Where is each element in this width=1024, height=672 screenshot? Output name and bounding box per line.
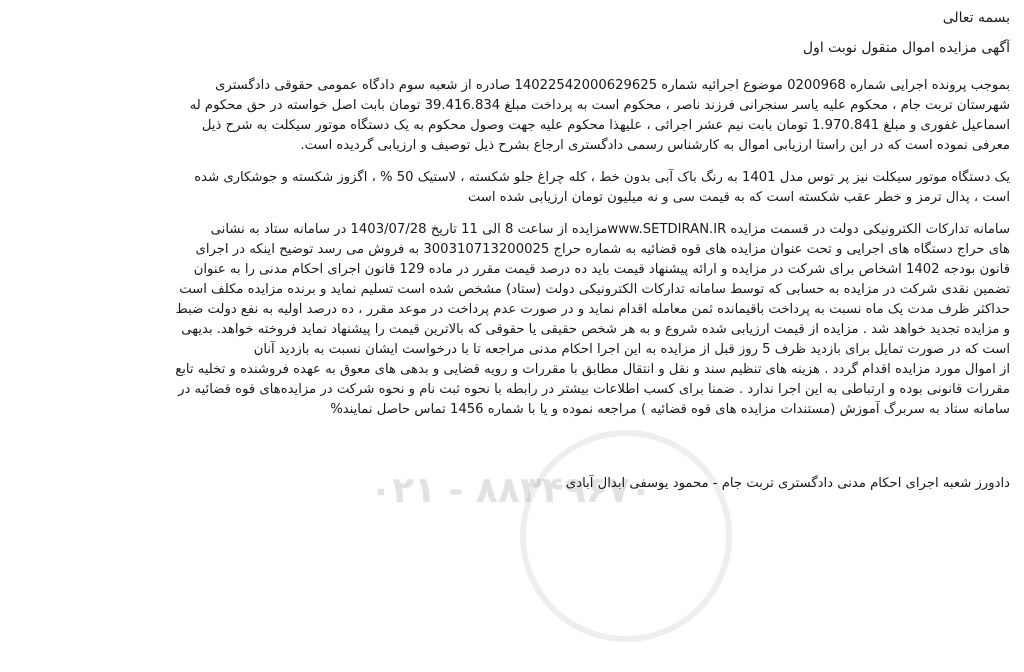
- document-title: آگهی مزایده اموال منقول نوبت اول: [802, 40, 1010, 56]
- paragraph1-line: معرفی نموده است که در این راستا ارزیابی اموال به کارشناس رسمی دادگستری ارجاع بشرح ذیل توصیف و ارزیابی گردیده است.: [300, 138, 1010, 153]
- document-greeting: بسمه تعالی: [942, 10, 1010, 26]
- paragraph3-line: قانون بودجه 1402 اشخاص برای شرکت در مزایده و ارائه پیشنهاد قیمت باید ده درصد قیمت مقرر در ماده 129 قانون اجرای احکام مدنی را به عنوان: [193, 262, 1010, 277]
- paragraph3-line: مقررات قانونی بوده و ارتباطی به این اجرا ندارد . ضمنا برای کسب اطلاعات بیشتر در رابطه با نحوه ثبت نام و نحوه شرکت در مزایده‌های قوه قضائیه در: [178, 382, 1010, 397]
- paragraph2-line: است ، پدال ترمز و خطر عقب شکسته است که به قیمت سی و نه میلیون تومان ارزیابی شده است: [467, 190, 1010, 205]
- paragraph3-line: حداکثر ظرف مدت یک ماه نسبت به پرداخت باقیمانده ثمن معامله اقدام نماید و در صورت عدم پرداخت در موعد مقرر ، ده درصد اولیه به نفع دولت ضبط: [175, 302, 1010, 317]
- watermark-phone: ۰۲۱ - ۸۸۳۴۹۶۷۰: [370, 470, 652, 511]
- paragraph3-line: از اموال مورد مزایده اقدام گردد . هزینه های تنظیم سند و نقل و انتقال مطابق با مقررات و رویه قضایی و بدهی های معوق به عهده فروشنده و تخلیه تابع: [175, 362, 1010, 377]
- paragraph1-line: اسماعیل غفوری و مبلغ 1.970.841 تومان بابت نیم عشر اجرائی ، علیهذا محکوم علیه جهت وصول محکوم به یک دستگاه موتور سیکلت به شرح ذیل: [201, 118, 1010, 133]
- paragraph3-line: سامانه تدارکات الکترونیکی دولت در قسمت مزایده www.SETDIRAN.IRمزایده از ساعت 8 الی 11 تاریخ 1403/07/28 در سامانه ستاد به نشانی: [210, 222, 1010, 237]
- paragraph3-line: و مزایده تجدید خواهد شد . مزایده از قیمت ارزیابی شده شروع و به هر شخص حقیقی یا حقوقی که بالاترین قیمت را پیشنهاد نماید فروخته خواهد. بدیهی: [181, 322, 1010, 337]
- watermark-seal: [520, 430, 732, 642]
- paragraph1-line: شهرستان تربت جام ، محکوم علیه یاسر سنجرانی فرزند ناصر ، محکوم است به پرداخت مبلغ 39.416.834 تومان بابت اصل خواسته در حق محکوم له: [189, 98, 1010, 113]
- watermark: [330, 440, 730, 660]
- paragraph3-line: سامانه ستاد به سربرگ آموزش (مستندات مزایده های قوه قضائیه ) مراجعه نموده و یا با شماره 1456 تماس حاصل نمایند%: [330, 402, 1010, 417]
- paragraph2-line: یک دستگاه موتور سیکلت نیز پر توس مدل 1401 به رنگ باک آبی بدون خط ، کله چراغ جلو شکسته ، لاستیک 50 % ، اگزوز شکسته و جوشکاری شده: [194, 170, 1010, 185]
- paragraph3-line: است که در صورت تمایل برای بازدید ظرف 5 روز قبل از مزایده به این اجرا احکام مدنی مراجعه تا با درخواست ایشان نسبت به بازدید آنان: [253, 342, 1010, 357]
- paragraph3-line: تضمین نقدی شرکت در مزایده به حسابی که توسط سامانه تدارکات الکترونیکی دولت (ستاد) مشخص شده است تسلیم نماید و برنده مزایده مکلف است: [179, 282, 1010, 297]
- signature-line: دادورز شعبه اجرای احکام مدنی دادگستری تربت جام - محمود یوسفی ابدال آبادی: [565, 476, 1010, 491]
- paragraph3-line: های حراج دستگاه های اجرایی و تحت عنوان مزایده های قوه قضائیه به شماره حراج 300310713200025 به فروش می رسد توضیح اینکه در اجرای: [195, 242, 1010, 257]
- paragraph1-line: بموجب پرونده اجرایی شماره 0200968 موضوع اجرائیه شماره 14022542000629625 صادره از شعبه سوم دادگاه عمومی حقوقی دادگستری: [215, 78, 1010, 93]
